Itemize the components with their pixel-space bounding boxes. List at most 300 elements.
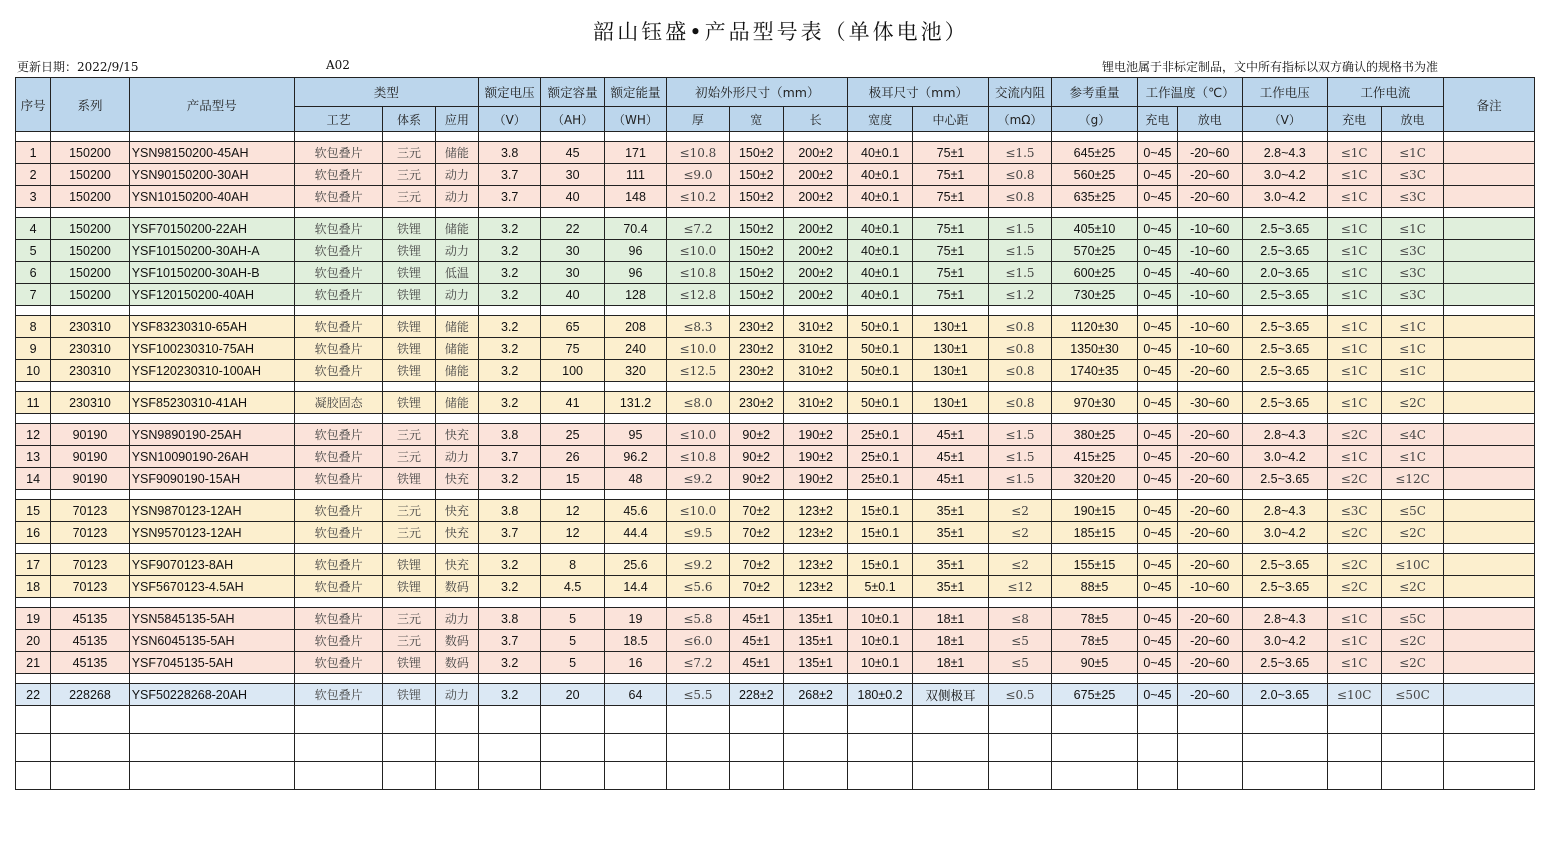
separator-cell bbox=[1444, 598, 1535, 608]
table-cell: 0~45 bbox=[1138, 164, 1177, 186]
header-tab-size: 极耳尺寸（mm） bbox=[848, 78, 989, 107]
table-cell: 70123 bbox=[51, 576, 130, 598]
table-row bbox=[16, 186, 1535, 208]
model-cell: YSN9570123-12AH bbox=[129, 522, 294, 544]
separator-cell bbox=[435, 544, 478, 554]
table-cell: 18 bbox=[16, 576, 51, 598]
table-cell: ≤1C bbox=[1327, 186, 1381, 208]
separator-cell bbox=[294, 674, 383, 684]
table-cell: ≤2C bbox=[1381, 652, 1443, 674]
table-cell: 730±25 bbox=[1051, 284, 1138, 306]
table-cell: -20~60 bbox=[1177, 500, 1242, 522]
table-cell: 软包叠片 bbox=[294, 554, 383, 576]
table-cell: 40±0.1 bbox=[848, 142, 912, 164]
empty-cell bbox=[729, 734, 783, 762]
table-cell: 148 bbox=[604, 186, 666, 208]
table-cell: 131.2 bbox=[604, 392, 666, 414]
page-title: 韶山钰盛•产品型号表（单体电池） bbox=[593, 20, 969, 44]
table-cell: 320 bbox=[604, 360, 666, 382]
model-cell: YSF120230310-100AH bbox=[129, 360, 294, 382]
table-cell: 0~45 bbox=[1138, 446, 1177, 468]
table-cell: 150200 bbox=[51, 164, 130, 186]
header-craft: 工艺 bbox=[294, 107, 383, 132]
table-cell: 310±2 bbox=[783, 392, 847, 414]
table-cell: 90±5 bbox=[1051, 652, 1138, 674]
separator-cell bbox=[729, 208, 783, 218]
separator-cell bbox=[1381, 208, 1443, 218]
separator-cell bbox=[604, 490, 666, 500]
separator-cell bbox=[383, 674, 435, 684]
table-cell: 0~45 bbox=[1138, 360, 1177, 382]
model-cell: YSF9070123-8AH bbox=[129, 554, 294, 576]
table-cell: 铁锂 bbox=[383, 468, 435, 490]
table-cell: 软包叠片 bbox=[294, 164, 383, 186]
separator-cell bbox=[294, 306, 383, 316]
table-cell: 570±25 bbox=[1051, 240, 1138, 262]
separator-cell bbox=[912, 544, 989, 554]
table-cell: 0~45 bbox=[1138, 576, 1177, 598]
table-cell: 动力 bbox=[435, 446, 478, 468]
table-cell: 5±0.1 bbox=[848, 576, 912, 598]
separator-cell bbox=[478, 598, 540, 608]
separator-cell bbox=[783, 414, 847, 424]
empty-cell bbox=[1381, 706, 1443, 734]
separator-cell bbox=[1444, 132, 1535, 142]
separator-cell bbox=[16, 414, 51, 424]
separator-cell bbox=[912, 598, 989, 608]
table-cell: 2.5~3.65 bbox=[1242, 218, 1327, 240]
table-cell: 软包叠片 bbox=[294, 262, 383, 284]
table-cell: 135±1 bbox=[783, 652, 847, 674]
empty-cell bbox=[1138, 762, 1177, 790]
table-cell: 90±2 bbox=[729, 424, 783, 446]
table-row bbox=[16, 576, 1535, 598]
table-cell: ≤1C bbox=[1381, 142, 1443, 164]
table-cell: 软包叠片 bbox=[294, 316, 383, 338]
table-cell: 48 bbox=[604, 468, 666, 490]
table-cell bbox=[1444, 446, 1535, 468]
table-cell: 2.0~3.65 bbox=[1242, 262, 1327, 284]
table-cell: ≤1C bbox=[1327, 218, 1381, 240]
table-cell: 405±10 bbox=[1051, 218, 1138, 240]
model-cell: YSF50228268-20AH bbox=[129, 684, 294, 706]
separator-cell bbox=[51, 544, 130, 554]
empty-cell bbox=[1242, 706, 1327, 734]
header-rated-energy-unit: （WH） bbox=[604, 107, 666, 132]
table-cell: -40~60 bbox=[1177, 262, 1242, 284]
update-date: 更新日期：2022/9/15 bbox=[17, 60, 139, 74]
table-cell bbox=[1444, 218, 1535, 240]
table-cell: ≤0.5 bbox=[989, 684, 1051, 706]
table-cell: ≤10C bbox=[1327, 684, 1381, 706]
separator-cell bbox=[1444, 674, 1535, 684]
table-cell: 19 bbox=[604, 608, 666, 630]
table-row bbox=[16, 652, 1535, 674]
table-cell: 软包叠片 bbox=[294, 500, 383, 522]
separator-cell bbox=[478, 544, 540, 554]
separator-cell bbox=[16, 306, 51, 316]
table-cell: ≤2C bbox=[1327, 554, 1381, 576]
table-cell: 12 bbox=[541, 500, 604, 522]
separator-cell bbox=[912, 674, 989, 684]
separator-cell bbox=[1138, 674, 1177, 684]
empty-cell bbox=[1138, 706, 1177, 734]
table-cell: 13 bbox=[16, 446, 51, 468]
separator-cell bbox=[1381, 132, 1443, 142]
table-cell: 12 bbox=[16, 424, 51, 446]
table-cell: 18±1 bbox=[912, 630, 989, 652]
separator-cell bbox=[1051, 208, 1138, 218]
table-cell: 40 bbox=[541, 284, 604, 306]
model-cell: YSN9890190-25AH bbox=[129, 424, 294, 446]
table-cell: 铁锂 bbox=[383, 262, 435, 284]
table-cell: 90190 bbox=[51, 468, 130, 490]
separator-cell bbox=[1177, 306, 1242, 316]
empty-cell bbox=[989, 762, 1051, 790]
separator-cell bbox=[912, 208, 989, 218]
empty-cell bbox=[478, 734, 540, 762]
table-cell: ≤10.0 bbox=[667, 500, 729, 522]
header-ref-weight: 参考重量 bbox=[1051, 78, 1138, 107]
table-cell: 3.2 bbox=[478, 262, 540, 284]
table-cell: 0~45 bbox=[1138, 630, 1177, 652]
separator-cell bbox=[51, 132, 130, 142]
table-cell: 2.5~3.65 bbox=[1242, 652, 1327, 674]
separator-cell bbox=[383, 382, 435, 392]
header-ac-resistance: 交流内阻 bbox=[989, 78, 1051, 107]
table-cell bbox=[1444, 284, 1535, 306]
empty-cell bbox=[604, 762, 666, 790]
table-cell: 16 bbox=[16, 522, 51, 544]
table-cell: ≤2C bbox=[1381, 392, 1443, 414]
table-cell: 40 bbox=[541, 186, 604, 208]
separator-cell bbox=[1381, 598, 1443, 608]
separator-cell bbox=[912, 414, 989, 424]
separator-cell bbox=[1177, 208, 1242, 218]
separator-cell bbox=[989, 414, 1051, 424]
empty-cell bbox=[783, 762, 847, 790]
table-cell: 230310 bbox=[51, 338, 130, 360]
table-cell: 2.5~3.65 bbox=[1242, 316, 1327, 338]
header-width: 宽 bbox=[729, 107, 783, 132]
table-cell: 45 bbox=[541, 142, 604, 164]
table-cell: ≤0.8 bbox=[989, 338, 1051, 360]
header-rated-voltage: 额定电压 bbox=[478, 78, 540, 107]
separator-cell bbox=[16, 674, 51, 684]
table-cell: -30~60 bbox=[1177, 392, 1242, 414]
table-cell: 30 bbox=[541, 262, 604, 284]
separator-cell bbox=[478, 382, 540, 392]
empty-cell bbox=[1444, 734, 1535, 762]
separator-cell bbox=[294, 490, 383, 500]
table-cell: 40±0.1 bbox=[848, 284, 912, 306]
table-cell: 3.2 bbox=[478, 684, 540, 706]
separator-cell bbox=[1242, 598, 1327, 608]
separator-cell bbox=[729, 306, 783, 316]
separator-cell bbox=[129, 544, 294, 554]
table-cell: 240 bbox=[604, 338, 666, 360]
table-cell: 铁锂 bbox=[383, 218, 435, 240]
model-cell: YSN5845135-5AH bbox=[129, 608, 294, 630]
table-cell: ≤2C bbox=[1327, 424, 1381, 446]
empty-cell bbox=[478, 762, 540, 790]
table-cell: ≤2 bbox=[989, 522, 1051, 544]
table-cell: 45±1 bbox=[912, 468, 989, 490]
table-cell: 1350±30 bbox=[1051, 338, 1138, 360]
table-cell: 2.5~3.65 bbox=[1242, 392, 1327, 414]
separator-cell bbox=[1138, 414, 1177, 424]
separator-cell bbox=[729, 382, 783, 392]
empty-cell bbox=[729, 762, 783, 790]
table-cell: ≤3C bbox=[1381, 262, 1443, 284]
table-cell: 软包叠片 bbox=[294, 468, 383, 490]
table-cell: 128 bbox=[604, 284, 666, 306]
table-cell: 45135 bbox=[51, 608, 130, 630]
table-cell: ≤12C bbox=[1381, 468, 1443, 490]
table-cell: 储能 bbox=[435, 316, 478, 338]
table-cell: ≤3C bbox=[1381, 284, 1443, 306]
table-cell: 15 bbox=[541, 468, 604, 490]
header-rated-energy: 额定能量 bbox=[604, 78, 666, 107]
table-cell: 90±2 bbox=[729, 446, 783, 468]
disclaimer-note: 锂电池属于非标定制品，文中所有指标以双方确认的规格书为准 bbox=[1102, 60, 1439, 74]
model-cell: YSN98150200-45AH bbox=[129, 142, 294, 164]
separator-cell bbox=[129, 414, 294, 424]
separator-cell bbox=[1242, 306, 1327, 316]
table-cell: ≤7.2 bbox=[667, 218, 729, 240]
table-cell: 25.6 bbox=[604, 554, 666, 576]
separator-cell bbox=[129, 490, 294, 500]
table-cell: 0~45 bbox=[1138, 522, 1177, 544]
table-cell: 20 bbox=[16, 630, 51, 652]
separator-cell bbox=[729, 598, 783, 608]
table-cell: 44.4 bbox=[604, 522, 666, 544]
separator-cell bbox=[383, 132, 435, 142]
table-row bbox=[16, 240, 1535, 262]
table-cell: 软包叠片 bbox=[294, 360, 383, 382]
empty-cell bbox=[1051, 762, 1138, 790]
table-cell: -20~60 bbox=[1177, 630, 1242, 652]
separator-cell bbox=[667, 674, 729, 684]
table-cell bbox=[1444, 500, 1535, 522]
table-cell: 18.5 bbox=[604, 630, 666, 652]
table-cell: ≤1C bbox=[1327, 652, 1381, 674]
separator-cell bbox=[541, 598, 604, 608]
table-cell: 150±2 bbox=[729, 284, 783, 306]
separator-cell bbox=[541, 674, 604, 684]
table-cell: 150200 bbox=[51, 262, 130, 284]
separator-cell bbox=[783, 544, 847, 554]
table-cell: 15 bbox=[16, 500, 51, 522]
table-cell: 70±2 bbox=[729, 554, 783, 576]
table-cell: ≤9.5 bbox=[667, 522, 729, 544]
separator-cell bbox=[604, 414, 666, 424]
table-cell: 40±0.1 bbox=[848, 186, 912, 208]
table-cell: ≤1C bbox=[1327, 338, 1381, 360]
empty-cell bbox=[667, 706, 729, 734]
table-cell: 600±25 bbox=[1051, 262, 1138, 284]
separator-cell bbox=[667, 544, 729, 554]
table-cell: 18±1 bbox=[912, 608, 989, 630]
group-separator bbox=[16, 382, 1535, 392]
table-cell: 3 bbox=[16, 186, 51, 208]
table-cell: ≤4C bbox=[1381, 424, 1443, 446]
separator-cell bbox=[912, 382, 989, 392]
table-row bbox=[16, 262, 1535, 284]
table-cell: 1740±35 bbox=[1051, 360, 1138, 382]
empty-cell bbox=[1177, 762, 1242, 790]
empty-cell bbox=[1138, 734, 1177, 762]
table-cell: 0~45 bbox=[1138, 652, 1177, 674]
empty-cell bbox=[848, 734, 912, 762]
table-cell: 0~45 bbox=[1138, 262, 1177, 284]
separator-cell bbox=[16, 208, 51, 218]
table-cell: ≤3C bbox=[1381, 240, 1443, 262]
table-cell: 低温 bbox=[435, 262, 478, 284]
table-cell: 190±2 bbox=[783, 468, 847, 490]
separator-cell bbox=[1177, 490, 1242, 500]
separator-cell bbox=[478, 306, 540, 316]
separator-cell bbox=[667, 490, 729, 500]
table-cell: 70123 bbox=[51, 500, 130, 522]
table-cell: 3.8 bbox=[478, 142, 540, 164]
separator-cell bbox=[1444, 490, 1535, 500]
table-cell: 铁锂 bbox=[383, 554, 435, 576]
separator-cell bbox=[478, 208, 540, 218]
table-cell bbox=[1444, 316, 1535, 338]
table-cell: 15±0.1 bbox=[848, 554, 912, 576]
table-cell: ≤6.0 bbox=[667, 630, 729, 652]
separator-cell bbox=[1444, 306, 1535, 316]
header-work-temp: 工作温度（℃） bbox=[1138, 78, 1243, 107]
table-cell: 45135 bbox=[51, 630, 130, 652]
empty-cell bbox=[912, 762, 989, 790]
empty-row bbox=[16, 762, 1535, 790]
table-cell: 96 bbox=[604, 240, 666, 262]
separator-cell bbox=[51, 414, 130, 424]
table-cell: 软包叠片 bbox=[294, 522, 383, 544]
table-cell: 3.7 bbox=[478, 164, 540, 186]
separator-cell bbox=[541, 132, 604, 142]
separator-cell bbox=[1242, 674, 1327, 684]
table-cell: 200±2 bbox=[783, 164, 847, 186]
table-cell: 185±15 bbox=[1051, 522, 1138, 544]
table-cell: 3.2 bbox=[478, 468, 540, 490]
table-cell: 25±0.1 bbox=[848, 468, 912, 490]
separator-cell bbox=[989, 132, 1051, 142]
table-cell: 储能 bbox=[435, 218, 478, 240]
separator-cell bbox=[478, 490, 540, 500]
table-cell: 150±2 bbox=[729, 142, 783, 164]
empty-cell bbox=[51, 734, 130, 762]
table-cell: 90190 bbox=[51, 446, 130, 468]
table-cell: 8 bbox=[16, 316, 51, 338]
separator-cell bbox=[848, 674, 912, 684]
table-cell bbox=[1444, 554, 1535, 576]
empty-cell bbox=[294, 734, 383, 762]
table-cell: 三元 bbox=[383, 500, 435, 522]
table-row bbox=[16, 608, 1535, 630]
empty-cell bbox=[604, 706, 666, 734]
empty-cell bbox=[294, 706, 383, 734]
table-cell: -20~60 bbox=[1177, 522, 1242, 544]
separator-cell bbox=[1138, 132, 1177, 142]
separator-cell bbox=[783, 598, 847, 608]
table-cell: 230±2 bbox=[729, 338, 783, 360]
table-cell: 双侧极耳 bbox=[912, 684, 989, 706]
table-cell: 动力 bbox=[435, 608, 478, 630]
table-cell: 动力 bbox=[435, 284, 478, 306]
empty-cell bbox=[129, 762, 294, 790]
empty-cell bbox=[604, 734, 666, 762]
separator-cell bbox=[294, 598, 383, 608]
table-cell: ≤10.8 bbox=[667, 446, 729, 468]
separator-cell bbox=[1138, 208, 1177, 218]
table-cell: 软包叠片 bbox=[294, 684, 383, 706]
table-cell: 22 bbox=[541, 218, 604, 240]
table-cell: 78±5 bbox=[1051, 630, 1138, 652]
table-cell: ≤9.2 bbox=[667, 468, 729, 490]
table-cell: 7 bbox=[16, 284, 51, 306]
table-cell: 1120±30 bbox=[1051, 316, 1138, 338]
separator-cell bbox=[383, 598, 435, 608]
table-cell: -10~60 bbox=[1177, 338, 1242, 360]
table-cell bbox=[1444, 392, 1535, 414]
table-cell: 动力 bbox=[435, 684, 478, 706]
table-cell: 228±2 bbox=[729, 684, 783, 706]
table-cell: 190±15 bbox=[1051, 500, 1138, 522]
table-cell: 208 bbox=[604, 316, 666, 338]
table-cell: 70.4 bbox=[604, 218, 666, 240]
table-cell: 3.0~4.2 bbox=[1242, 630, 1327, 652]
empty-cell bbox=[435, 734, 478, 762]
table-cell: 150±2 bbox=[729, 164, 783, 186]
separator-cell bbox=[16, 598, 51, 608]
separator-cell bbox=[848, 382, 912, 392]
table-cell: 150200 bbox=[51, 218, 130, 240]
separator-cell bbox=[848, 208, 912, 218]
table-cell: 9 bbox=[16, 338, 51, 360]
separator-cell bbox=[667, 382, 729, 392]
model-cell: YSF120150200-40AH bbox=[129, 284, 294, 306]
separator-cell bbox=[1381, 490, 1443, 500]
table-cell: ≤3C bbox=[1327, 500, 1381, 522]
header-length: 长 bbox=[783, 107, 847, 132]
empty-cell bbox=[383, 706, 435, 734]
table-cell: ≤12.8 bbox=[667, 284, 729, 306]
separator-cell bbox=[1051, 598, 1138, 608]
table-cell: ≤1C bbox=[1381, 446, 1443, 468]
separator-cell bbox=[541, 208, 604, 218]
table-cell: 软包叠片 bbox=[294, 630, 383, 652]
table-cell: 2.0~3.65 bbox=[1242, 684, 1327, 706]
table-cell: 2.8~4.3 bbox=[1242, 500, 1327, 522]
table-cell: ≤5.5 bbox=[667, 684, 729, 706]
table-cell: 软包叠片 bbox=[294, 186, 383, 208]
separator-cell bbox=[783, 674, 847, 684]
separator-cell bbox=[1051, 382, 1138, 392]
separator-cell bbox=[989, 306, 1051, 316]
table-cell: 12 bbox=[541, 522, 604, 544]
table-row bbox=[16, 338, 1535, 360]
separator-cell bbox=[989, 544, 1051, 554]
table-cell: 230±2 bbox=[729, 392, 783, 414]
header-type: 类型 bbox=[294, 78, 478, 107]
table-cell: 100 bbox=[541, 360, 604, 382]
table-cell: 动力 bbox=[435, 186, 478, 208]
table-cell: 软包叠片 bbox=[294, 576, 383, 598]
document-code: A02 bbox=[326, 58, 350, 72]
